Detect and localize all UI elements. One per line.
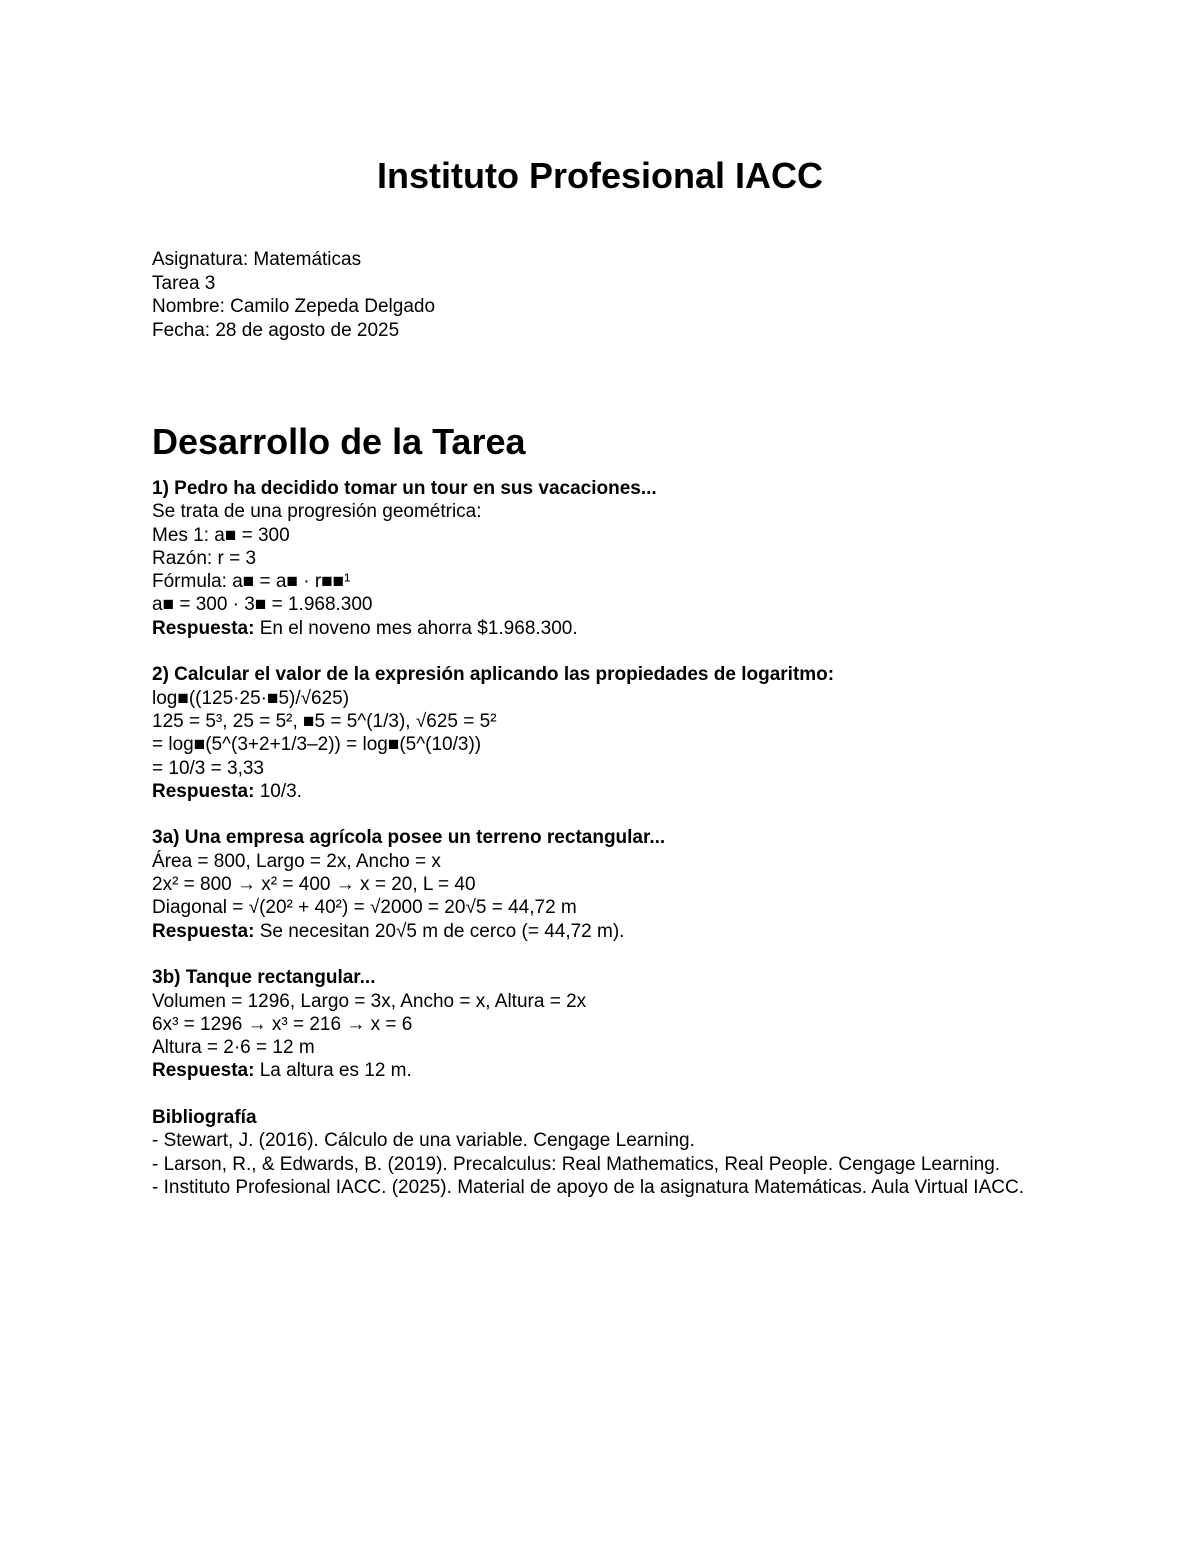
question-3b-line: Altura = 2·6 = 12 m	[152, 1037, 315, 1059]
question-1-line: Se trata de una progresión geométrica:	[152, 501, 482, 523]
question-3b-answer	[152, 1059, 1052, 1082]
question-2-line: log■((125·25·■5)/√625)	[152, 687, 350, 709]
question-3a-heading: 3a) Una empresa agrícola posee un terreno rectangular...	[152, 827, 666, 849]
spacer	[152, 1083, 1052, 1106]
question-2-answer	[152, 780, 1052, 803]
answer-label: Respuesta:	[152, 920, 255, 942]
answer-text: En el noveno mes ahorra $1.968.300.	[254, 617, 578, 639]
question-1-line: Razón: r = 3	[152, 547, 257, 569]
question-2	[152, 663, 1052, 803]
answer-label: Respuesta:	[152, 617, 255, 639]
question-1-answer	[152, 617, 1052, 640]
question-2-line: = 10/3 = 3,33	[152, 757, 264, 779]
meta-asignatura: Asignatura: Matemáticas	[152, 249, 362, 270]
question-2-heading: 2) Calcular el valor de la expresión aplicando las propiedades de logaritmo:	[152, 664, 835, 686]
bibliography-entry: - Stewart, J. (2016). Cálculo de una variable. Cengage Learning.	[152, 1130, 695, 1152]
spacer	[152, 640, 1052, 663]
meta-tarea: Tarea 3	[152, 272, 216, 294]
question-3b	[152, 966, 1052, 1082]
document-title: Instituto Profesional IACC	[376, 155, 823, 196]
bibliography	[152, 1106, 1052, 1199]
question-3a	[152, 826, 1052, 942]
question-1-line: Mes 1: a■ = 300	[152, 524, 290, 546]
spacer	[152, 803, 1052, 826]
document-meta	[152, 248, 435, 342]
bibliography-heading: Bibliografía	[152, 1107, 257, 1129]
answer-text: Se necesitan 20√5 m de cerco (= 44,72 m).	[254, 920, 625, 942]
question-3a-line: 2x² = 800 → x² = 400 → x = 20, L = 40	[152, 874, 476, 896]
spacer	[152, 943, 1052, 966]
answer-label: Respuesta:	[152, 1060, 255, 1082]
question-3b-heading: 3b) Tanque rectangular...	[152, 967, 376, 989]
answer-label: Respuesta:	[152, 780, 255, 802]
question-3b-line: 6x³ = 1296 → x³ = 216 → x = 6	[152, 1013, 413, 1035]
bibliography-entry: - Larson, R., & Edwards, B. (2019). Precalculus: Real Mathematics, Real People. Cengage Learning.	[152, 1153, 1001, 1175]
question-2-line: 125 = 5³, 25 = 5², ■5 = 5^(1/3), √625 = 5²	[152, 710, 497, 732]
question-1-line: Fórmula: a■ = a■ · r■■¹	[152, 571, 351, 593]
section-heading: Desarrollo de la Tarea	[152, 421, 526, 462]
bibliography-entry: - Instituto Profesional IACC. (2025). Material de apoyo de la asignatura Matemáticas. Aula Virtual IACC.	[152, 1176, 1024, 1198]
question-3a-line: Área = 800, Largo = 2x, Ancho = x	[152, 850, 441, 872]
task-content	[152, 477, 1052, 1199]
question-1-line: a■ = 300 · 3■ = 1.968.300	[152, 594, 373, 616]
question-3a-answer	[152, 920, 1052, 943]
question-3a-line: Diagonal = √(20² + 40²) = √2000 = 20√5 = 44,72 m	[152, 897, 577, 919]
question-1	[152, 477, 1052, 640]
question-3b-line: Volumen = 1296, Largo = 3x, Ancho = x, Altura = 2x	[152, 990, 587, 1012]
meta-fecha: Fecha: 28 de agosto de 2025	[152, 319, 400, 341]
question-2-line: = log■(5^(3+2+1/3–2)) = log■(5^(10/3))	[152, 734, 482, 756]
question-1-heading: 1) Pedro ha decidido tomar un tour en sus vacaciones...	[152, 478, 657, 499]
answer-text: La altura es 12 m.	[254, 1060, 412, 1082]
answer-text: 10/3.	[254, 780, 302, 802]
meta-nombre: Nombre: Camilo Zepeda Delgado	[152, 296, 436, 317]
